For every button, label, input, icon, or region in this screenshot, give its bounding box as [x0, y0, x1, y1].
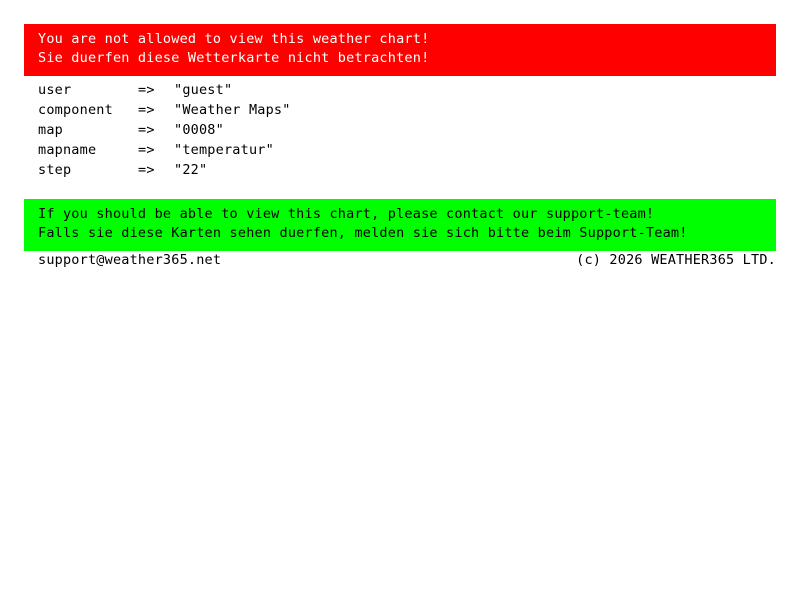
info-banner-line-de: Falls sie diese Karten sehen duerfen, melden sie sich bitte beim Support-Team!: [38, 225, 688, 241]
param-value: "0008": [174, 122, 224, 138]
param-arrow: =>: [138, 122, 155, 138]
support-email[interactable]: support@weather365.net: [38, 252, 222, 268]
table-row: [38, 80, 291, 100]
info-banner: [24, 199, 776, 251]
param-key: mapname: [38, 142, 97, 158]
error-banner-line-de: Sie duerfen diese Wetterkarte nicht betrachten!: [38, 50, 430, 66]
table-row: [38, 140, 291, 160]
param-value: "temperatur": [174, 142, 274, 158]
info-banner-line-en: If you should be able to view this chart, please contact our support-team!: [38, 206, 655, 222]
param-key: user: [38, 82, 72, 98]
table-row: [38, 100, 291, 120]
table-row: [38, 120, 291, 140]
param-arrow: =>: [138, 102, 155, 118]
param-arrow: =>: [138, 162, 155, 178]
param-value: "Weather Maps": [174, 102, 291, 118]
table-row: [38, 160, 291, 180]
param-value: "22": [174, 162, 208, 178]
parameter-table: [38, 80, 291, 180]
param-arrow: =>: [138, 142, 155, 158]
param-key: step: [38, 162, 72, 178]
footer: [38, 250, 776, 270]
param-key: component: [38, 102, 113, 118]
param-key: map: [38, 122, 63, 138]
error-banner-line-en: You are not allowed to view this weather chart!: [38, 31, 430, 47]
error-banner: [24, 24, 776, 76]
copyright-notice: (c) 2026 WEATHER365 LTD.: [576, 252, 776, 268]
param-value: "guest": [174, 82, 233, 98]
param-arrow: =>: [138, 82, 155, 98]
